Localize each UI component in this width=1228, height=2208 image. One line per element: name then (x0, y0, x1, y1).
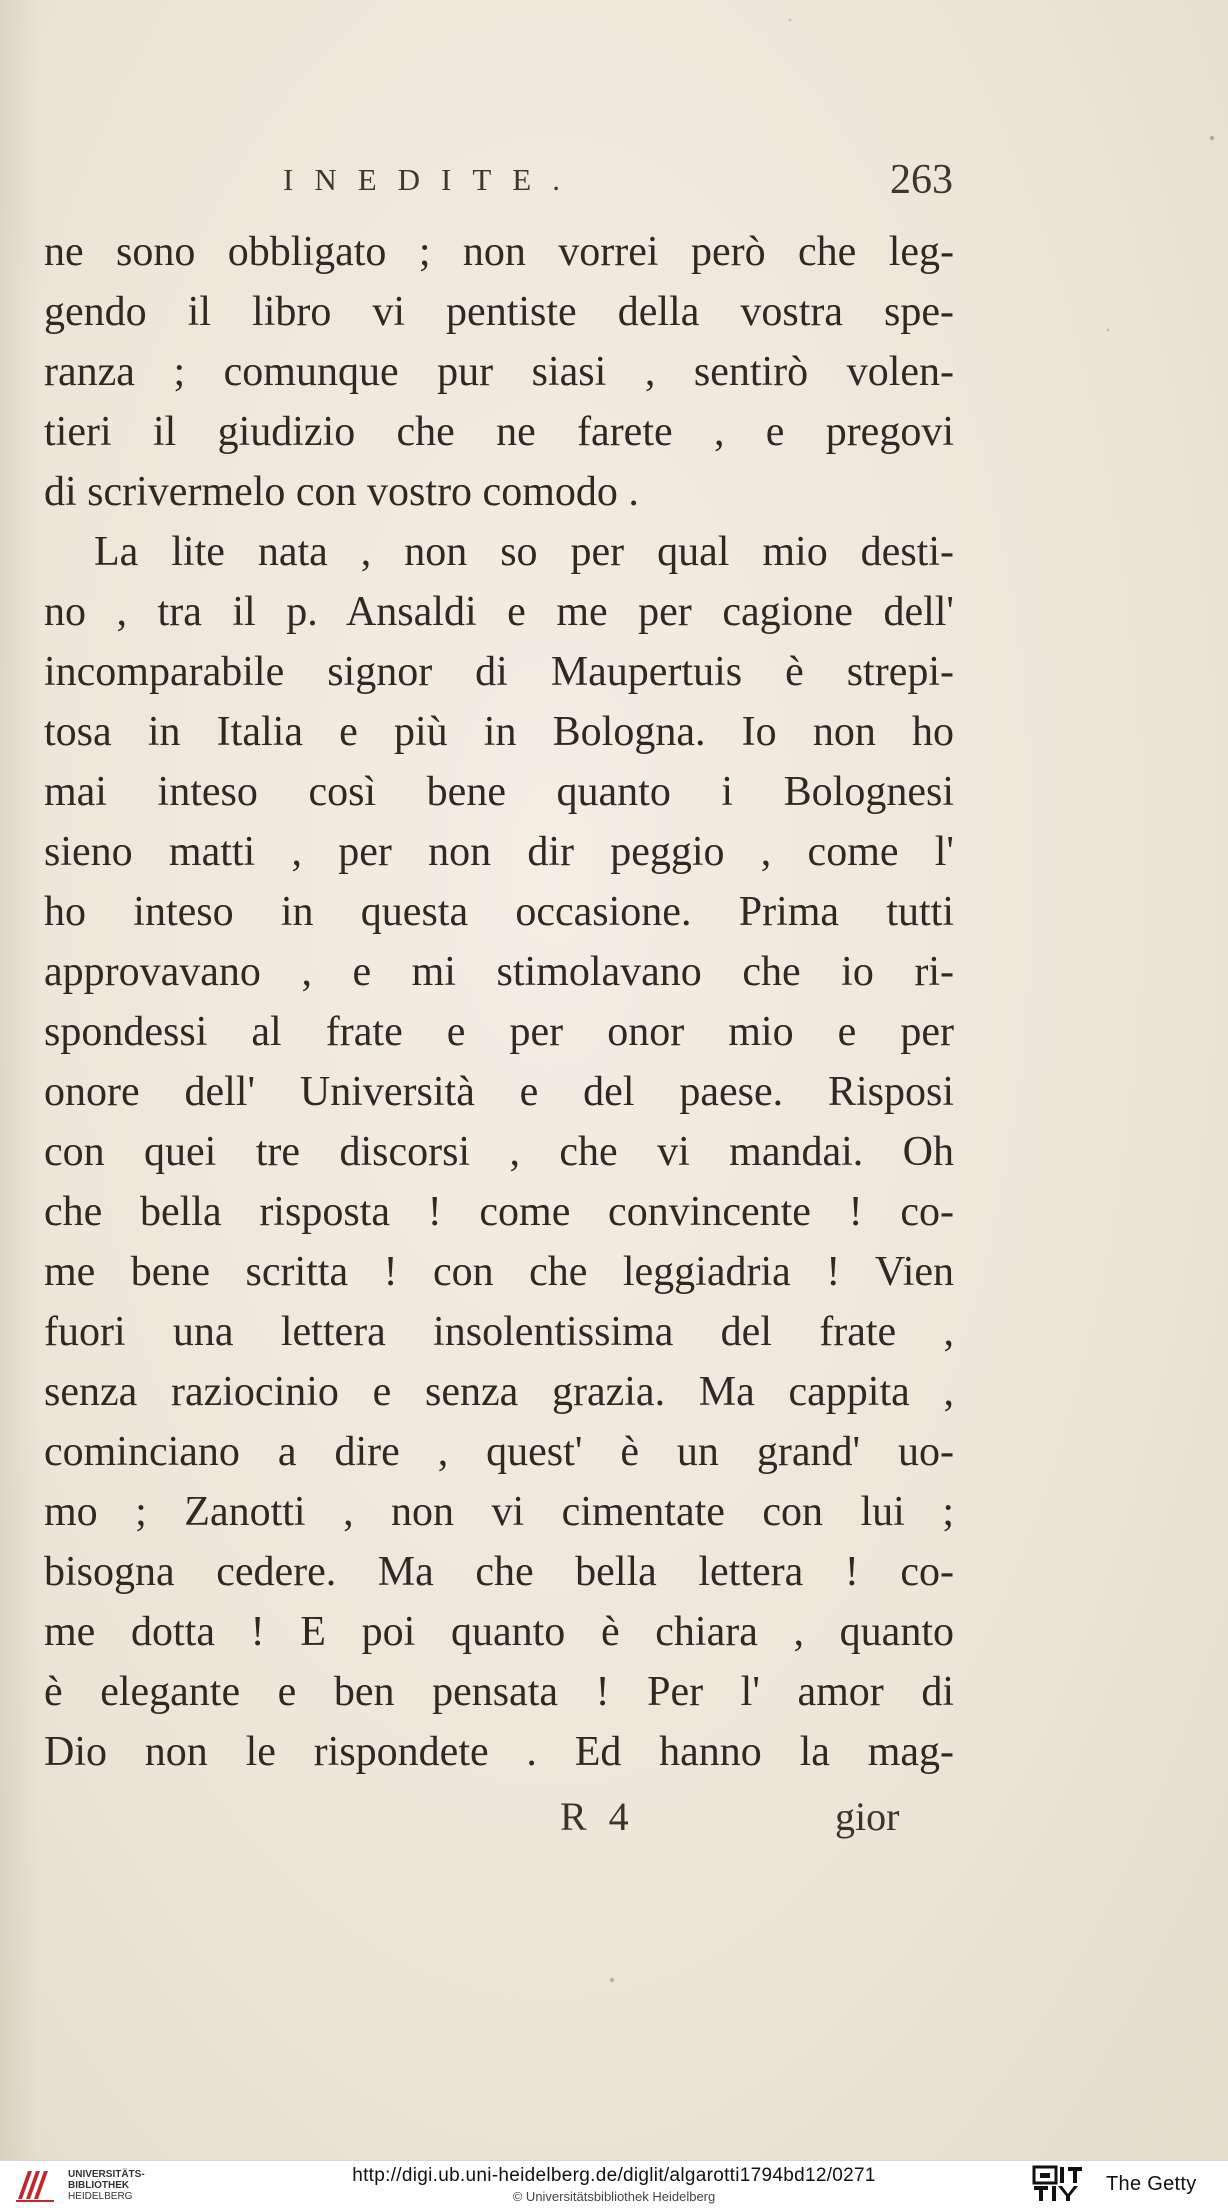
text-line: approvavano , e mi stimolavano che io ri- (44, 949, 954, 995)
text-line: che bella risposta ! come convincente ! co- (44, 1189, 954, 1235)
library-name-line: BIBLIOTHEK (68, 2180, 130, 2191)
text-line: ho inteso in questa occasione. Prima tutti (44, 889, 954, 935)
text-line: ranza ; comunque pur siasi , sentirò volen- (44, 349, 954, 395)
text-line: me bene scritta ! con che leggiadria ! Vien (44, 1249, 954, 1295)
text-line: spondessi al frate e per onor mio e per (44, 1009, 954, 1055)
text-line: tieri il giudizio che ne farete , e pregovi (44, 409, 954, 455)
text-line: fuori una lettera insolentissima del frate , (44, 1309, 954, 1355)
signature-mark: R 4 (560, 1794, 635, 1839)
text-line: tosa in Italia e più in Bologna. Io non ho (44, 709, 954, 755)
text-line: La lite nata , non so per qual mio desti- (94, 529, 954, 575)
text-line: mai inteso così bene quanto i Bolognesi (44, 769, 954, 815)
permalink-url[interactable]: http://digi.ub.uni-heidelberg.de/diglit/algarotti1794bd12/0271 (352, 2165, 876, 2186)
body-text (44, 222, 954, 1782)
text-line: onore dell' Università e del paese. Risposi (44, 1069, 954, 1115)
text-line: bisogna cedere. Ma che bella lettera ! co- (44, 1549, 954, 1595)
running-title: INEDITE. (283, 162, 581, 197)
text-line: me dotta ! E poi quanto è chiara , quanto (44, 1609, 954, 1655)
library-name-line: HEIDELBERG (68, 2191, 133, 2202)
sponsor-name: The Getty (1106, 2173, 1197, 2195)
getty-logo-icon (1032, 2165, 1084, 2203)
running-head (283, 157, 953, 212)
text-line: gendo il libro vi pentiste della vostra spe- (44, 289, 954, 335)
text-line: mo ; Zanotti , non vi cimentate con lui ; (44, 1489, 954, 1535)
text-line: no , tra il p. Ansaldi e me per cagione dell' (44, 589, 954, 635)
copyright-notice: © Universitätsbibliothek Heidelberg (512, 2189, 716, 2204)
text-line: incomparabile signor di Maupertuis è strepi- (44, 649, 954, 695)
page-number: 263 (890, 157, 953, 203)
text-line: cominciano a dire , quest' è un grand' uo- (44, 1429, 954, 1475)
text-line: sieno matti , per non dir peggio , come l' (44, 829, 954, 875)
text-line: ne sono obbligato ; non vorrei però che leg- (44, 229, 954, 275)
viewer-footer (0, 2160, 1228, 2208)
catchword: gior (835, 1794, 900, 1839)
text-line: senza raziocinio e senza grazia. Ma cappita , (44, 1369, 954, 1415)
text-line: di scrivermelo con vostro comodo . (44, 469, 639, 515)
text-line: Dio non le rispondete . Ed hanno la mag- (44, 1729, 954, 1775)
signature-line (0, 1793, 1228, 1853)
text-line: è elegante e ben pensata ! Per l' amor di (44, 1669, 954, 1715)
library-name-line: UNIVERSITÄTS- (68, 2169, 145, 2180)
text-line: con quei tre discorsi , che vi mandai. Oh (44, 1129, 954, 1175)
